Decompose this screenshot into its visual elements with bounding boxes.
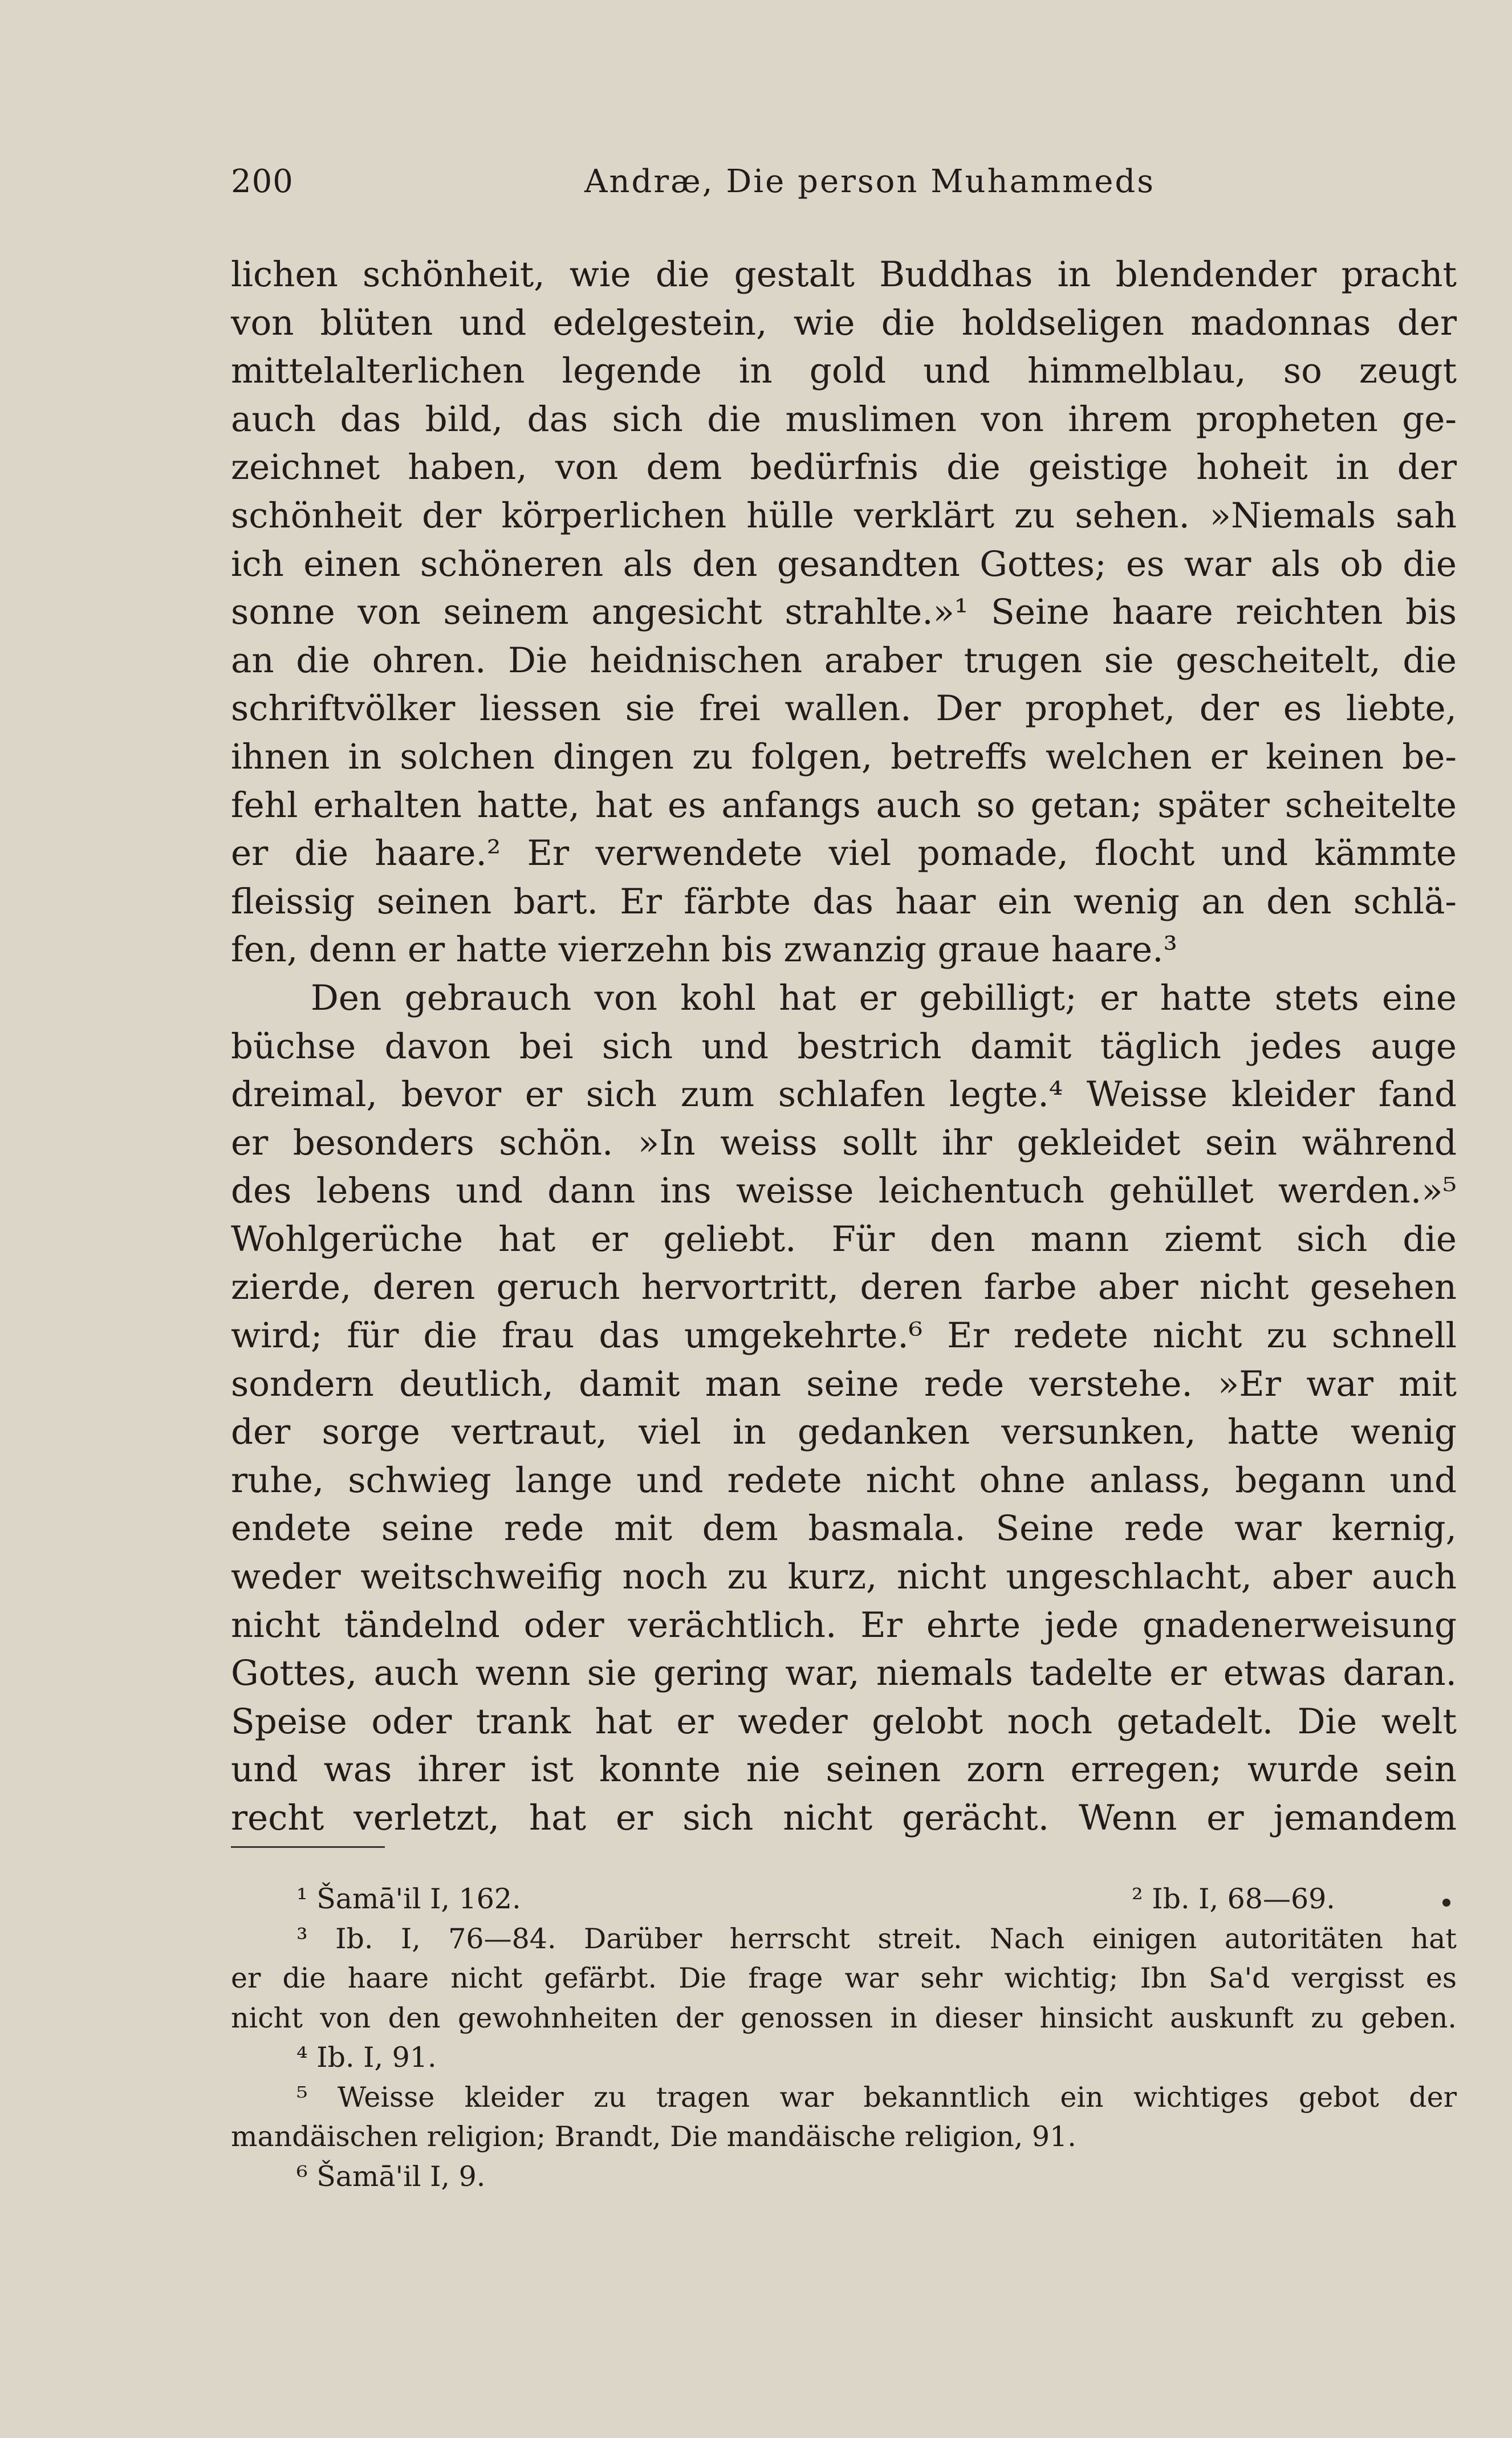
text-line: mittelalterlichen legende in gold und himmelblau, so zeugt [231, 351, 1457, 392]
text-line: zeichnet haben, von dem bedürfnis die geistige hoheit in der [231, 447, 1457, 488]
text-line: fen, denn er hatte vierzehn bis zwanzig graue haare.³ [231, 929, 1177, 970]
page-number: 200 [231, 163, 294, 200]
text-line: ruhe, schwieg lange und redete nicht ohne anlass, begann und [231, 1460, 1457, 1501]
text-line: büchse davon bei sich und bestrich damit täglich jedes auge [231, 1026, 1457, 1067]
footnote-3: ³ Ib. I, 76—84. Darüber herrscht streit. Nach einigen autoritäten hat [296, 1922, 1457, 1955]
text-line: fehl erhalten hatte, hat es anfangs auch so getan; später scheitelte [231, 785, 1457, 826]
footnote-5-cont: mandäischen religion; Brandt, Die mandäische religion, 91. [231, 2120, 1076, 2153]
text-line: wird; für die frau das umgekehrte.⁶ Er redete nicht zu schnell [231, 1315, 1457, 1356]
text-line: schriftvölker liessen sie frei wallen. Der prophet, der es liebte, [231, 688, 1457, 729]
text-line: ich einen schöneren als den gesandten Gottes; es war als ob die [231, 543, 1457, 584]
footnote-1: ¹ Šamā'il I, 162. [296, 1883, 521, 1915]
text-line: weder weitschweifig noch zu kurz, nicht ungeschlacht, aber auch [231, 1557, 1457, 1598]
text-line: Wohlgerüche hat er geliebt. Für den mann ziemt sich die [231, 1218, 1457, 1259]
text-line: und was ihrer ist konnte nie seinen zorn erregen; wurde sein [231, 1749, 1457, 1790]
text-line: recht verletzt, hat er sich nicht gerächt. Wenn er jemandem [231, 1798, 1457, 1838]
text-line: lichen schönheit, wie die gestalt Buddhas in blendender pracht [231, 254, 1457, 295]
text-line: auch das bild, das sich die muslimen von ihrem propheten ge- [231, 399, 1457, 440]
text-line: sondern deutlich, damit man seine rede verstehe. »Er war mit [231, 1363, 1457, 1404]
text-line: dreimal, bevor er sich zum schlafen legte.⁴ Weisse kleider fand [231, 1074, 1457, 1115]
footnote-rule [231, 1846, 385, 1848]
text-line: endete seine rede mit dem basmala. Seine rede war kernig, [231, 1508, 1457, 1549]
footnote-2: ² Ib. I, 68—69. [1132, 1883, 1335, 1915]
text-line: schönheit der körperlichen hülle verklärt zu sehen. »Niemals sah [231, 495, 1457, 536]
footnote-4: ⁴ Ib. I, 91. [296, 2041, 437, 2074]
text-line: er besonders schön. »In weiss sollt ihr gekleidet sein während [231, 1122, 1457, 1163]
ink-speck [1442, 1899, 1450, 1907]
text-line: von blüten und edelgestein, wie die holdseligen madonnas der [231, 302, 1457, 343]
text-line: des lebens und dann ins weisse leichentuch gehüllet werden.»⁵ [231, 1171, 1457, 1212]
footnote-6: ⁶ Šamā'il I, 9. [296, 2160, 486, 2193]
text-line: zierde, deren geruch hervortritt, deren farbe aber nicht gesehen [231, 1267, 1457, 1308]
footnote-5: ⁵ Weisse kleider zu tragen war bekanntlich ein wichtiges gebot der [296, 2081, 1457, 2114]
text-line: ihnen in solchen dingen zu folgen, betreffs welchen er keinen be- [231, 736, 1457, 777]
text-line: der sorge vertraut, viel in gedanken versunken, hatte wenig [231, 1412, 1457, 1453]
running-title: Andræ, Die person Muhammeds [584, 163, 1155, 200]
text-line: Speise oder trank hat er weder gelobt noch getadelt. Die welt [231, 1701, 1457, 1742]
text-line: sonne von seinem angesicht strahlte.»¹ Seine haare reichten bis [231, 592, 1457, 633]
text-line: an die ohren. Die heidnischen araber trugen sie gescheitelt, die [231, 640, 1457, 681]
text-line: fleissig seinen bart. Er färbte das haar ein wenig an den schlä- [231, 881, 1457, 922]
footnote-row [231, 1879, 1457, 1919]
text-line: er die haare.² Er verwendete viel pomade, flocht und kämmte [231, 833, 1457, 874]
main-text [231, 251, 1457, 1843]
footnote-3-cont: nicht von den gewohnheiten der genossen in dieser hinsicht auskunft zu geben. [231, 2001, 1457, 2034]
footnote-3-cont: er die haare nicht gefärbt. Die frage war sehr wichtig; Ibn Sa'd vergisst es [231, 1962, 1457, 1994]
text-line: Den gebrauch von kohl hat er gebilligt; er hatte stets eine [311, 977, 1457, 1018]
text-line: nicht tändelnd oder verächtlich. Er ehrte jede gnadenerweisung [231, 1604, 1457, 1645]
text-line: Gottes, auch wenn sie gering war, niemals tadelte er etwas daran. [231, 1653, 1457, 1694]
footnotes [231, 1879, 1457, 2196]
